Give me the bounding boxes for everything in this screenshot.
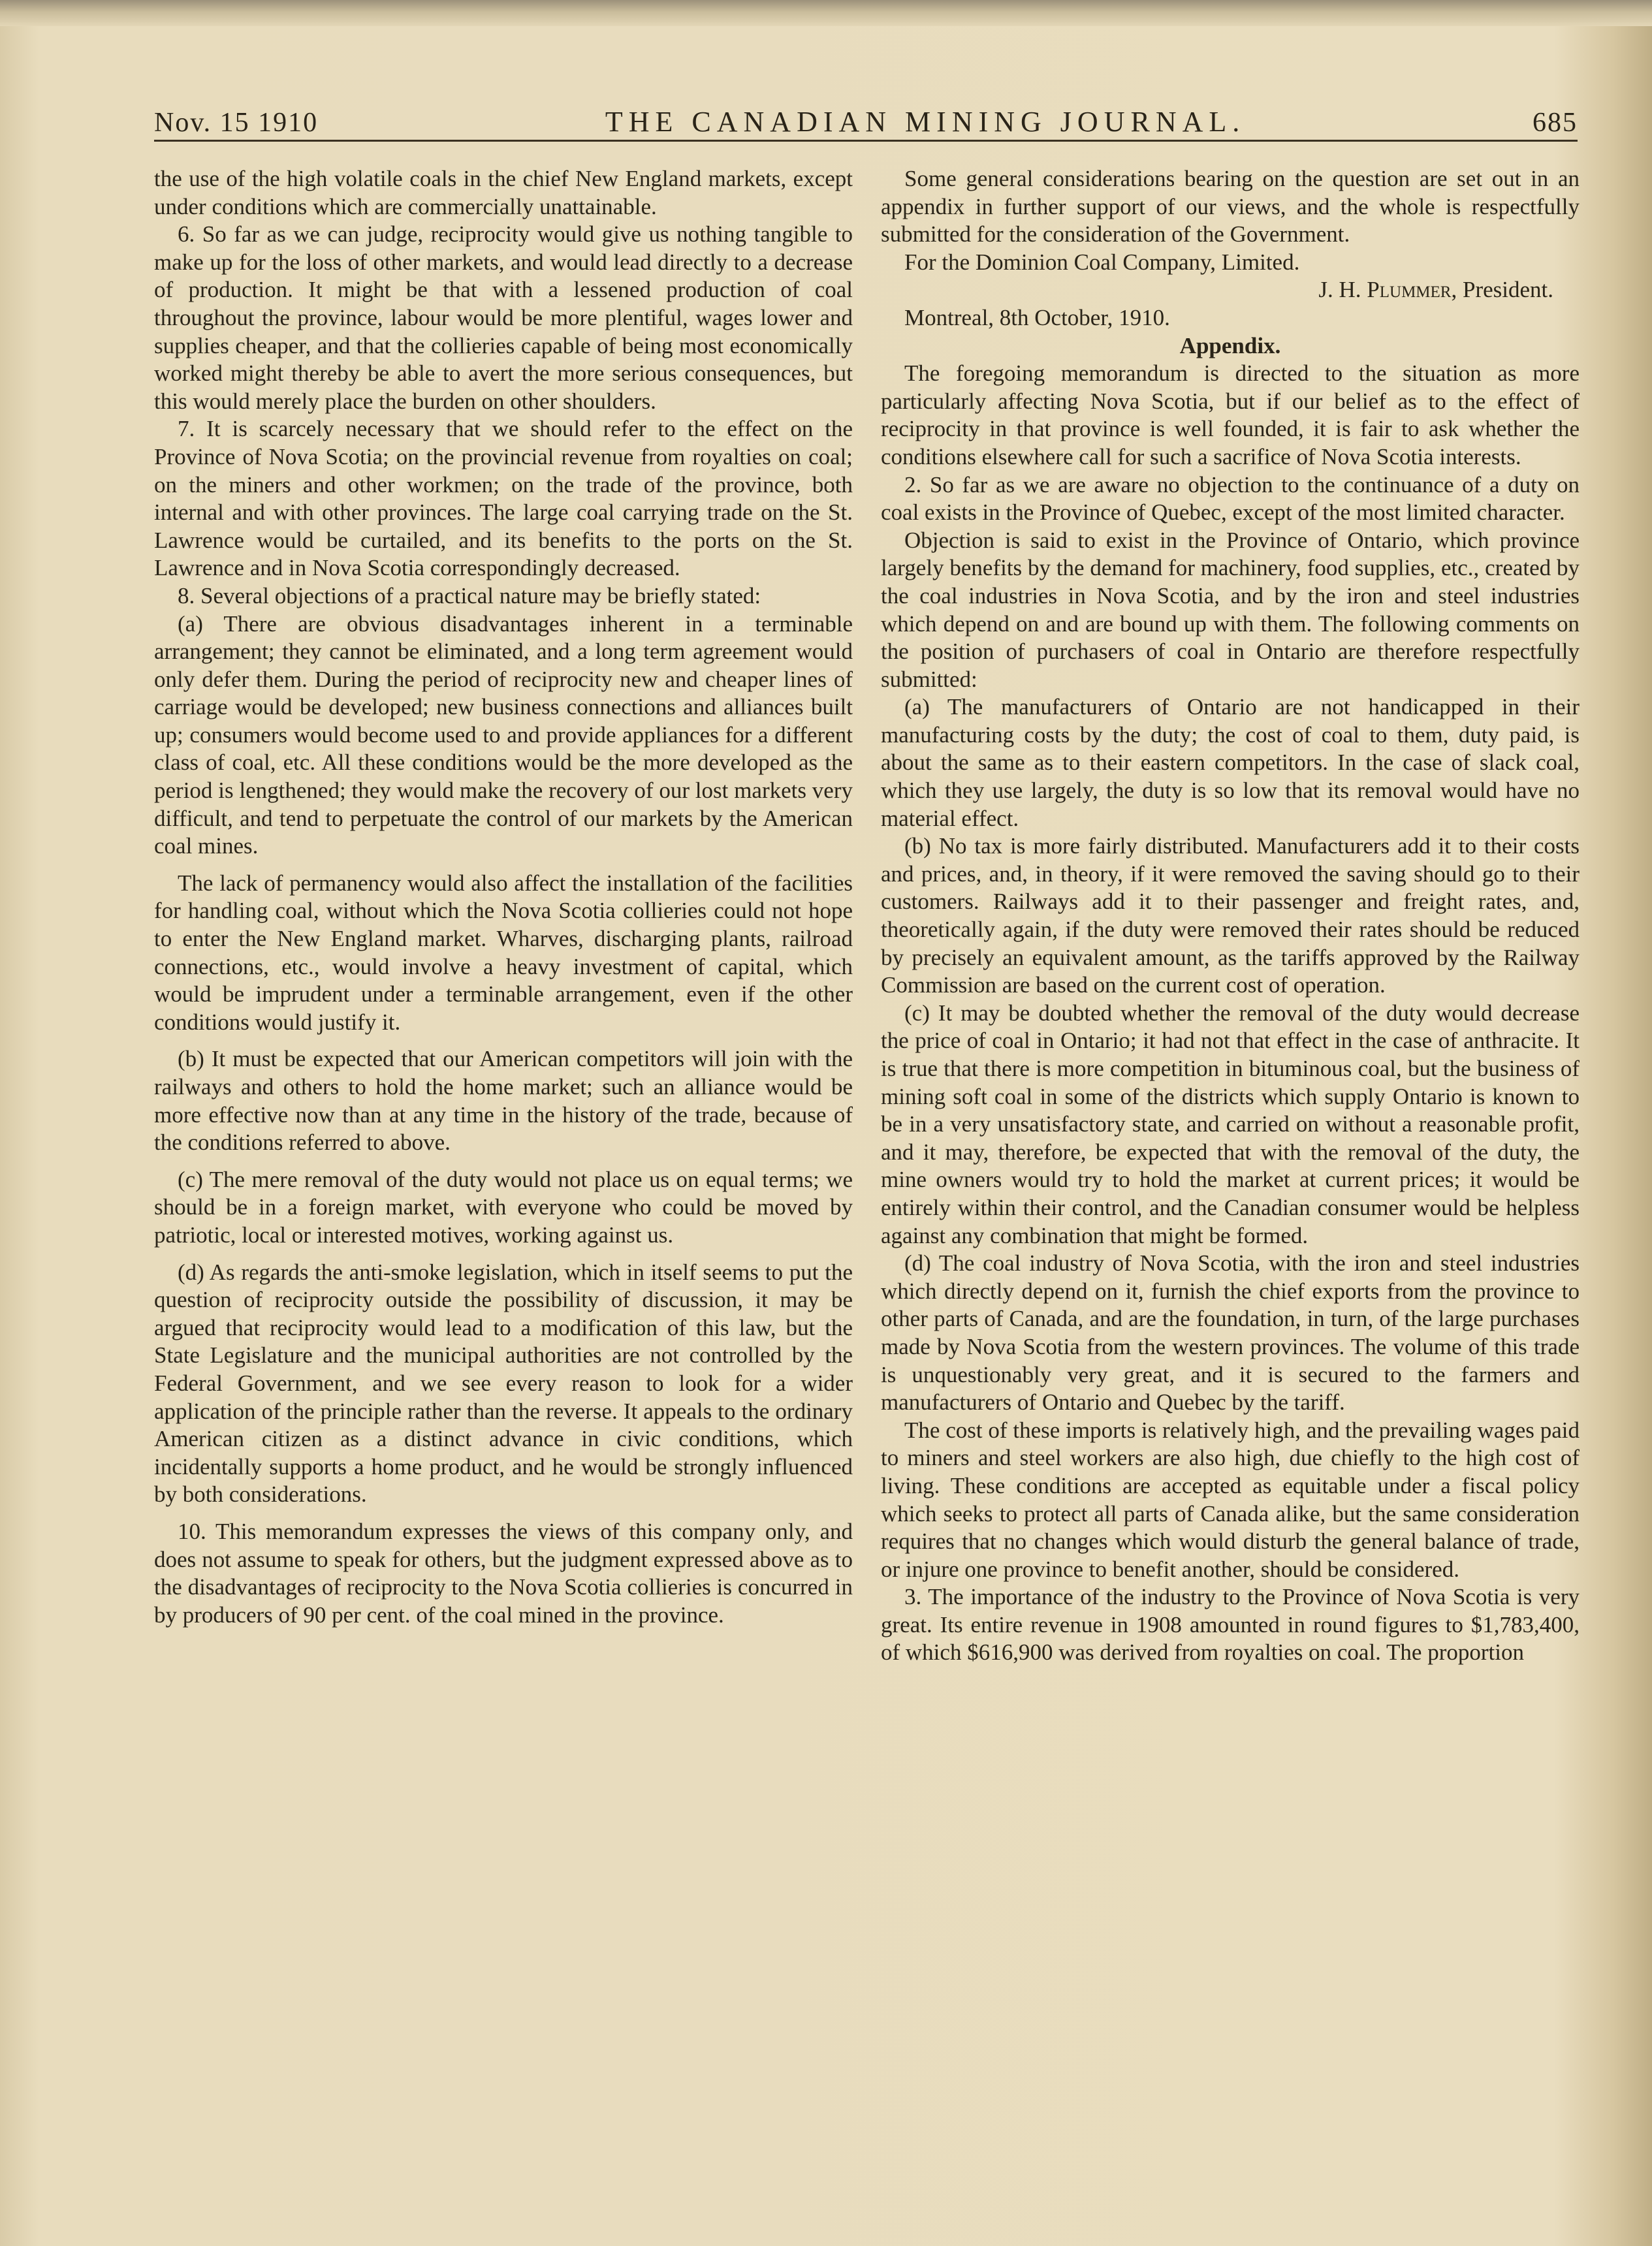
paragraph: 7. It is scarcely necessary that we should refer to the effect on the Province of Nova Scotia; on the provincial revenue from royalties on coal; on the miners and other workmen; on the trade of the province, both internal and with other provinces. The large coal carrying trade on the St. Lawrence would be curtailed, and its benefits to the ports on the St. Lawrence and in Nova Scotia correspondingly decreased.	[154, 416, 853, 581]
paragraph: For the Dominion Coal Company, Limited.	[904, 249, 1300, 275]
journal-title: THE CANADIAN MINING JOURNAL.	[605, 106, 1246, 138]
paragraph: 8. Several objections of a practical nature may be briefly stated:	[178, 582, 761, 609]
date-line: Montreal, 8th October, 1910.	[904, 304, 1170, 330]
paragraph: 6. So far as we can judge, reciprocity would give us nothing tangible to make up for the loss of other markets, and would lead directly to a decrease of production. It might be that with a lessened production of coal throughout the province, labour would be more plentiful, wages lower and supplies cheaper, and that the collieries capable of being most economically worked might thereby be able to avert the more serious consequences, but this would merely place the burden on other shoulders.	[154, 221, 853, 414]
paragraph: the use of the high volatile coals in the chief New England markets, except under conditions which are commercially unattainable.	[154, 166, 853, 219]
header-rule	[154, 140, 1578, 142]
paragraph: The foregoing memorandum is directed to the situation as more particularly affecting Nova Scotia, but if our belief as to the effect of reciprocity in that province is well founded, it is fair to ask whether the conditions elsewhere call for such a sacrifice of Nova Scotia interests.	[881, 360, 1580, 469]
paragraph: (c) The mere removal of the duty would not place us on equal terms; we should be in a foreign market, with everyone who could be moved by patriotic, local or interested motives, working against us.	[154, 1166, 853, 1248]
signature-name: J. H. Plummer	[1318, 277, 1452, 303]
right-column	[881, 165, 1580, 1667]
paragraph: (d) The coal industry of Nova Scotia, with the iron and steel industries which directly depend on it, furnish the chief exports from the province to other parts of Canada, and are the foundation, in turn, of the large purchases made by Nova Scotia from the western provinces. The volume of this trade is unquestionably very great, and it is secured to the farmers and manufacturers of Ontario and Quebec by the tariff.	[881, 1250, 1580, 1416]
paragraph: The lack of permanency would also affect the installation of the facilities for handling coal, without which the Nova Scotia collieries could not hope to enter the New England market. Wharves, discharging plants, railroad connections, etc., would involve a heavy investment of capital, which would be imprudent under a terminable arrangement, even if the other conditions would justify it.	[154, 870, 853, 1035]
paragraph: (d) As regards the anti-smoke legislation, which in itself seems to put the question of reciprocity outside the possibility of discussion, it may be argued that reciprocity would lead to a modification of this law, but the State Legislature and the municipal authorities are not controlled by the Federal Government, and we see every reason to look for a wider application of the principle rather than the reverse. It appeals to the ordinary American citizen as a distinct advance in civic conditions, which incidentally supports a home product, and he would be strongly influenced by both considerations.	[154, 1259, 853, 1508]
signature-line	[881, 276, 1580, 304]
paragraph: (a) There are obvious disadvantages inherent in a terminable arrangement; they cannot be eliminated, and a long term agreement would only defer them. During the period of reciprocity new and cheaper lines of carriage would be developed; new business connections and alliances built up; consumers would become used to and provide appliances for a different class of coal, etc. All these conditions would be the more developed as the period is lengthened; they would make the recovery of our lost markets very difficult, and tend to perpetuate the control of our markets by the American coal mines.	[154, 610, 853, 859]
page-number: 685	[1533, 108, 1578, 138]
paragraph: (c) It may be doubted whether the removal of the duty would decrease the price of coal in Ontario; it had not that effect in the case of anthracite. It is true that there is more competition in bituminous coal, but the business of mining soft coal in some of the districts which supply Ontario is known to be in a very unsatisfactory state, and carried on without a reasonable profit, and it may, therefore, be expected that with the removal of the duty, the mine owners would try to hold the market at current prices; it would be entirely within their control, and the Canadian consumer would be helpless against any combination that might be formed.	[881, 1000, 1580, 1248]
appendix-heading: Appendix.	[1179, 332, 1281, 358]
running-header	[154, 93, 1578, 138]
paragraph: (a) The manufacturers of Ontario are not handicapped in their manufacturing costs by the duty; the cost of coal to them, duty paid, is about the same as to their eastern competitors. In the case of slack coal, which they use largely, the duty is so low that its removal would have no material effect.	[881, 694, 1580, 831]
paragraph: 10. This memorandum expresses the views of this company only, and does not assume to speak for others, but the judgment expressed above as to the disadvantages of reciprocity to the Nova Scotia collieries is concurred in by producers of 90 per cent. of the coal mined in the province.	[154, 1518, 853, 1628]
signature-title: , President.	[1451, 277, 1553, 303]
issue-date: Nov. 15 1910	[154, 108, 319, 138]
paragraph: Objection is said to exist in the Province of Ontario, which province largely benefits by the demand for machinery, food supplies, etc., created by the coal industries in Nova Scotia, and by the iron and steel industries which depend on and are bound up with them. The following comments on the position of purchasers of coal in Ontario are therefore respectfully submitted:	[881, 527, 1580, 692]
paragraph: (b) It must be expected that our American competitors will join with the railways and others to hold the home market; such an alliance would be more effective now than at any time in the history of the trade, because of the conditions referred to above.	[154, 1046, 853, 1156]
page-top-edge	[0, 0, 1652, 26]
paragraph: (b) No tax is more fairly distributed. Manufacturers add it to their costs and prices, and, in theory, if it were removed the saving should go to their customers. Railways add it to their passenger and freight rates, and, theoretically again, if the duty were removed their rates should be reduced by precisely an equivalent amount, as the tariffs approved by the Railway Commission are based on the current cost of operation.	[881, 833, 1580, 998]
paragraph: 3. The importance of the industry to the Province of Nova Scotia is very great. Its entire revenue in 1908 amounted in round figures to $1,783,400, of which $616,900 was derived from royalties on coal. The proportion	[881, 1584, 1580, 1666]
paragraph: The cost of these imports is relatively high, and the prevailing wages paid to miners and steel workers are also high, due chiefly to the high cost of living. These conditions are accepted as equitable under a fiscal policy which seeks to protect all parts of Canada alike, but the same consideration requires that no changes which would disturb the general balance of trade, or injure one province to benefit another, should be considered.	[881, 1417, 1580, 1582]
paragraph: 2. So far as we are aware no objection to the continuance of a duty on coal exists in the Province of Quebec, except of the most limited character.	[881, 471, 1580, 526]
left-column	[154, 165, 853, 1629]
paragraph: Some general considerations bearing on the question are set out in an appendix in further support of our views, and the whole is respectfully submitted for the consideration of the Government.	[881, 166, 1580, 247]
